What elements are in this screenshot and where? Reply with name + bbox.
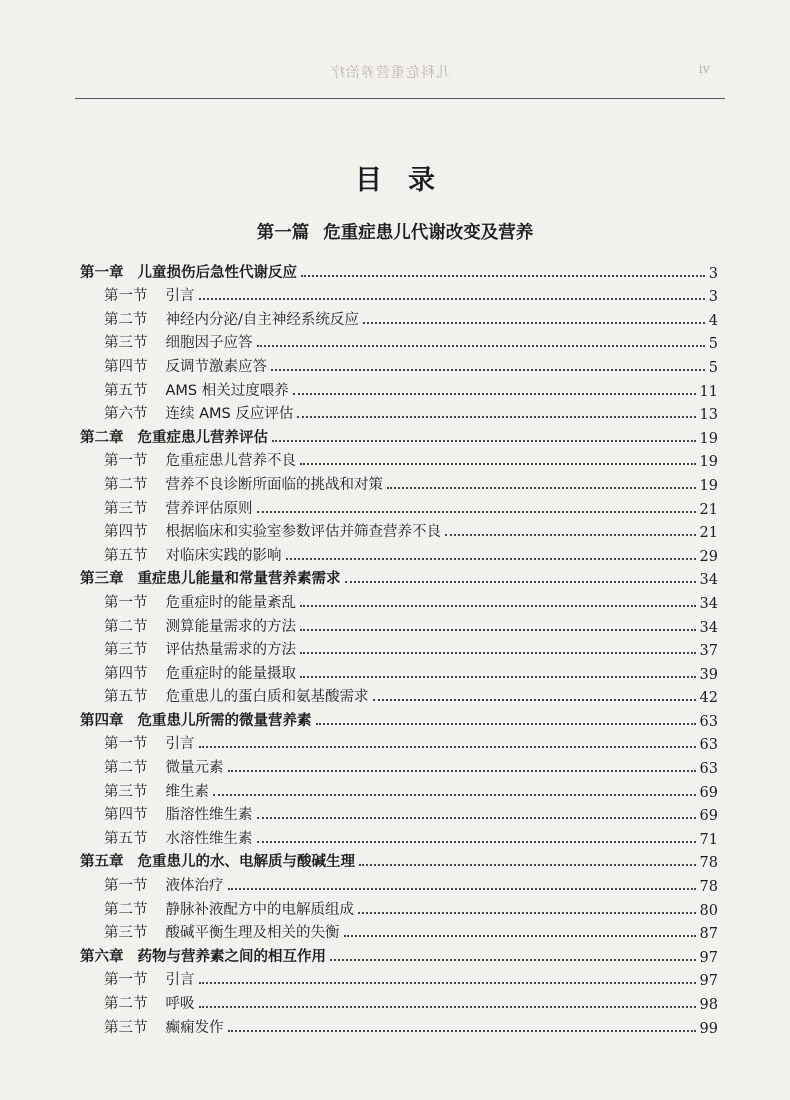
toc-page-number: 3 [708, 289, 718, 306]
toc-entry-label: 反调节激素应答 [165, 358, 267, 375]
toc-entry-number: 第四节 [104, 807, 148, 824]
toc-chapter-row [80, 848, 718, 872]
toc-entry-title [104, 473, 383, 494]
toc-section-row [80, 494, 718, 518]
toc-entry-number: 第一节 [104, 453, 148, 470]
toc-chapter-row [80, 942, 718, 966]
toc-page-number: 97 [699, 973, 718, 990]
toc-section-row [80, 777, 718, 801]
leader-dots [257, 817, 696, 819]
running-header: 儿科危重营养治疗 [330, 65, 450, 81]
toc-entry-number: 第一节 [104, 594, 148, 611]
toc-page-number: 69 [699, 784, 718, 801]
toc-section-row [80, 447, 718, 471]
toc-entry-number: 第三节 [104, 335, 148, 352]
toc-entry-label: 根据临床和实验室参数评估并筛查营养不良 [165, 524, 441, 541]
leader-dots [293, 393, 696, 395]
toc-page-number: 78 [699, 879, 718, 896]
toc-entry-title [80, 261, 297, 282]
leader-dots [330, 959, 696, 961]
toc-entry-title [104, 379, 289, 400]
leader-dots [344, 935, 696, 937]
toc-page-number: 13 [699, 407, 718, 424]
toc-page-number: 34 [699, 619, 718, 636]
leader-dots [300, 605, 696, 607]
toc-entry-label: 危重症患儿营养评估 [137, 429, 268, 446]
toc-entry-label: 药物与营养素之间的相互作用 [137, 948, 326, 965]
part-label: 危重症患儿代谢改变及营养 [323, 223, 534, 243]
toc-section-row [80, 518, 718, 542]
toc-page-number: 3 [708, 265, 718, 282]
toc-entry-title [104, 803, 253, 824]
leader-dots [301, 275, 705, 277]
toc-section-row [80, 376, 718, 400]
toc-entry-number: 第四节 [104, 358, 148, 375]
toc-page-number: 39 [699, 666, 718, 683]
toc-entry-number: 第五章 [80, 854, 124, 871]
toc-section-row [80, 824, 718, 848]
toc-entry-label: 危重患儿的蛋白质和氨基酸需求 [165, 689, 369, 706]
toc-section-row [80, 871, 718, 895]
toc-page-number: 21 [699, 525, 718, 542]
toc-page-number: 34 [699, 595, 718, 612]
toc-entry-title [104, 827, 253, 848]
toc-entry-label: 维生素 [165, 783, 209, 800]
toc-entry-label: 危重症患儿营养不良 [165, 453, 296, 470]
toc-entry-label: 营养评估原则 [165, 500, 253, 517]
toc-page-number: 80 [699, 902, 718, 919]
toc-entry-number: 第二节 [104, 760, 148, 777]
toc-section-row [80, 470, 718, 494]
toc-entry-title [104, 284, 195, 305]
toc-entry-label: 液体治疗 [165, 878, 224, 895]
toc-section-row [80, 588, 718, 612]
toc-entry-title [104, 544, 282, 565]
toc-section-row [80, 329, 718, 353]
toc-entry-title [104, 898, 354, 919]
part-heading [0, 219, 790, 244]
toc-entry-title [104, 638, 296, 659]
toc-entry-label: 神经内分泌/自主神经系统反应 [165, 311, 359, 328]
toc-entry-label: 对临床实践的影响 [165, 547, 282, 564]
toc-page-number: 63 [699, 713, 718, 730]
toc-entry-label: 评估热量需求的方法 [165, 642, 296, 659]
toc-entry-title [104, 1016, 224, 1037]
toc-entry-title [104, 615, 296, 636]
toc-page-number: 87 [699, 926, 718, 943]
toc-entry-label: 脂溶性维生素 [165, 807, 253, 824]
toc-entry-title [80, 426, 268, 447]
toc-section-row [80, 305, 718, 329]
toc-entry-label: 营养不良诊断所面临的挑战和对策 [165, 476, 383, 493]
toc-entry-number: 第三节 [104, 925, 148, 942]
toc-entry-number: 第三节 [104, 500, 148, 517]
toc-entry-number: 第六节 [104, 406, 148, 423]
toc-chapter-row [80, 706, 718, 730]
toc-entry-title [104, 355, 267, 376]
leader-dots [257, 511, 696, 513]
toc-entry-number: 第三节 [104, 1019, 148, 1036]
part-number: 第一篇 [256, 223, 310, 243]
toc-entry-title [104, 497, 253, 518]
table-of-contents [80, 258, 718, 1037]
toc-page-number: 5 [708, 336, 718, 353]
toc-entry-number: 第四节 [104, 524, 148, 541]
toc-entry-number: 第五节 [104, 382, 148, 399]
leader-dots [387, 487, 696, 489]
toc-page-number: 37 [699, 643, 718, 660]
toc-page-number: 98 [699, 997, 718, 1013]
toc-entry-title [80, 945, 326, 966]
toc-page-number: 19 [699, 477, 718, 494]
toc-chapter-row [80, 258, 718, 282]
toc-entry-number: 第一节 [104, 878, 148, 895]
toc-entry-title [104, 968, 195, 989]
toc-entry-title [80, 850, 355, 871]
leader-dots [228, 888, 696, 890]
toc-entry-title [104, 685, 369, 706]
toc-entry-title [104, 780, 209, 801]
toc-entry-label: 危重症时的能量紊乱 [165, 594, 296, 611]
toc-section-row [80, 989, 718, 1013]
toc-page-number: 63 [699, 761, 718, 778]
toc-entry-label: 呼吸 [165, 996, 195, 1012]
leader-dots [300, 463, 696, 465]
leader-dots [286, 558, 696, 560]
toc-entry-title [104, 331, 253, 352]
toc-page-number: 29 [699, 548, 718, 565]
toc-entry-number: 第二节 [104, 618, 148, 635]
toc-entry-number: 第二章 [80, 429, 124, 446]
toc-page-number: 4 [708, 312, 718, 329]
leader-dots [199, 1006, 696, 1008]
leader-dots [199, 746, 696, 748]
toc-entry-title [104, 756, 224, 777]
leader-dots [213, 794, 696, 796]
leader-dots [363, 322, 705, 324]
toc-page-number: 71 [699, 831, 718, 848]
leader-dots [297, 416, 695, 418]
leader-dots [445, 534, 696, 536]
leader-dots [300, 629, 696, 631]
toc-entry-number: 第四章 [80, 712, 124, 729]
toc-section-row [80, 966, 718, 990]
leader-dots [199, 298, 705, 300]
toc-entry-number: 第三章 [80, 571, 124, 588]
toc-section-row [80, 612, 718, 636]
leader-dots [373, 699, 696, 701]
toc-chapter-row [80, 565, 718, 589]
toc-section-row [80, 1013, 718, 1037]
toc-chapter-row [80, 423, 718, 447]
leader-dots [300, 676, 696, 678]
toc-entry-title [104, 402, 293, 423]
toc-page-number: 78 [699, 855, 718, 872]
leader-dots [228, 770, 696, 772]
toc-page-number: 19 [699, 430, 718, 447]
leader-dots [199, 982, 696, 984]
toc-entry-title [104, 662, 296, 683]
toc-entry-label: 危重症时的能量摄取 [165, 665, 296, 682]
toc-entry-number: 第二节 [104, 901, 148, 918]
toc-entry-title [104, 308, 359, 329]
toc-entry-label: 酸碱平衡生理及相关的失衡 [165, 925, 340, 942]
page-title: 目录 [355, 165, 461, 196]
toc-section-row [80, 895, 718, 919]
leader-dots [257, 345, 705, 347]
leader-dots [359, 864, 696, 866]
toc-section-row [80, 352, 718, 376]
toc-entry-number: 第二节 [104, 996, 148, 1012]
toc-entry-label: 微量元素 [165, 760, 224, 777]
toc-page-number: 69 [699, 808, 718, 825]
toc-section-row [80, 730, 718, 754]
toc-entry-label: 儿童损伤后急性代谢反应 [137, 264, 297, 281]
toc-entry-label: 连续 AMS 反应评估 [165, 406, 294, 423]
toc-entry-number: 第三节 [104, 783, 148, 800]
toc-entry-title [80, 567, 341, 588]
toc-entry-label: 危重患儿所需的微量营养素 [137, 712, 312, 729]
toc-entry-label: 引言 [165, 736, 195, 753]
toc-entry-label: 引言 [165, 288, 195, 305]
toc-entry-number: 第五节 [104, 830, 148, 847]
toc-entry-title [104, 732, 195, 753]
toc-entry-label: AMS 相关过度喂养 [165, 382, 289, 399]
toc-section-row [80, 541, 718, 565]
toc-entry-number: 第二节 [104, 311, 148, 328]
toc-page-number: 97 [699, 949, 718, 966]
toc-entry-title [104, 992, 195, 1013]
toc-section-row [80, 919, 718, 943]
toc-entry-title [104, 449, 296, 470]
toc-entry-number: 第一节 [104, 736, 148, 753]
toc-section-row [80, 801, 718, 825]
leader-dots [272, 440, 696, 442]
toc-section-row [80, 400, 718, 424]
toc-entry-number: 第五节 [104, 689, 148, 706]
toc-entry-number: 第三节 [104, 642, 148, 659]
toc-page-number: 21 [699, 501, 718, 518]
toc-section-row [80, 282, 718, 306]
toc-entry-number: 第一节 [104, 288, 148, 305]
leader-dots [345, 581, 696, 583]
toc-entry-title [104, 874, 224, 895]
toc-section-row [80, 636, 718, 660]
toc-entry-number: 第四节 [104, 665, 148, 682]
leader-dots [271, 369, 705, 371]
toc-entry-label: 危重患儿的水、电解质与酸碱生理 [137, 854, 355, 871]
toc-section-row [80, 753, 718, 777]
toc-entry-label: 静脉补液配方中的电解质组成 [165, 901, 354, 918]
toc-entry-number: 第一章 [80, 264, 124, 281]
toc-section-row [80, 683, 718, 707]
toc-page-number: 34 [699, 572, 718, 589]
toc-entry-title [104, 520, 441, 541]
toc-entry-label: 重症患儿能量和常量营养素需求 [137, 571, 341, 588]
toc-page-number: 99 [699, 1020, 718, 1037]
leader-dots [300, 652, 696, 654]
toc-page-number: 42 [699, 690, 718, 707]
toc-entry-label: 水溶性维生素 [165, 830, 253, 847]
toc-page-number: 63 [699, 737, 718, 754]
toc-entry-label: 测算能量需求的方法 [165, 618, 296, 635]
toc-entry-label: 癫痫发作 [165, 1019, 224, 1036]
leader-dots [316, 723, 696, 725]
toc-entry-number: 第六章 [80, 948, 124, 965]
header-rule [75, 98, 725, 99]
toc-page-number: 5 [708, 359, 718, 376]
toc-entry-number: 第二节 [104, 476, 148, 493]
toc-entry-label: 细胞因子应答 [165, 335, 253, 352]
toc-entry-title [104, 591, 296, 612]
toc-page-number: 11 [699, 383, 718, 400]
toc-entry-title [104, 921, 340, 942]
toc-entry-title [80, 709, 312, 730]
header-page-number: iv [698, 62, 710, 77]
toc-section-row [80, 659, 718, 683]
toc-page-number: 19 [699, 454, 718, 471]
leader-dots [228, 1030, 696, 1032]
leader-dots [257, 841, 696, 843]
toc-entry-label: 引言 [165, 972, 195, 989]
toc-entry-number: 第五节 [104, 547, 148, 564]
leader-dots [358, 912, 696, 914]
toc-entry-number: 第一节 [104, 972, 148, 989]
